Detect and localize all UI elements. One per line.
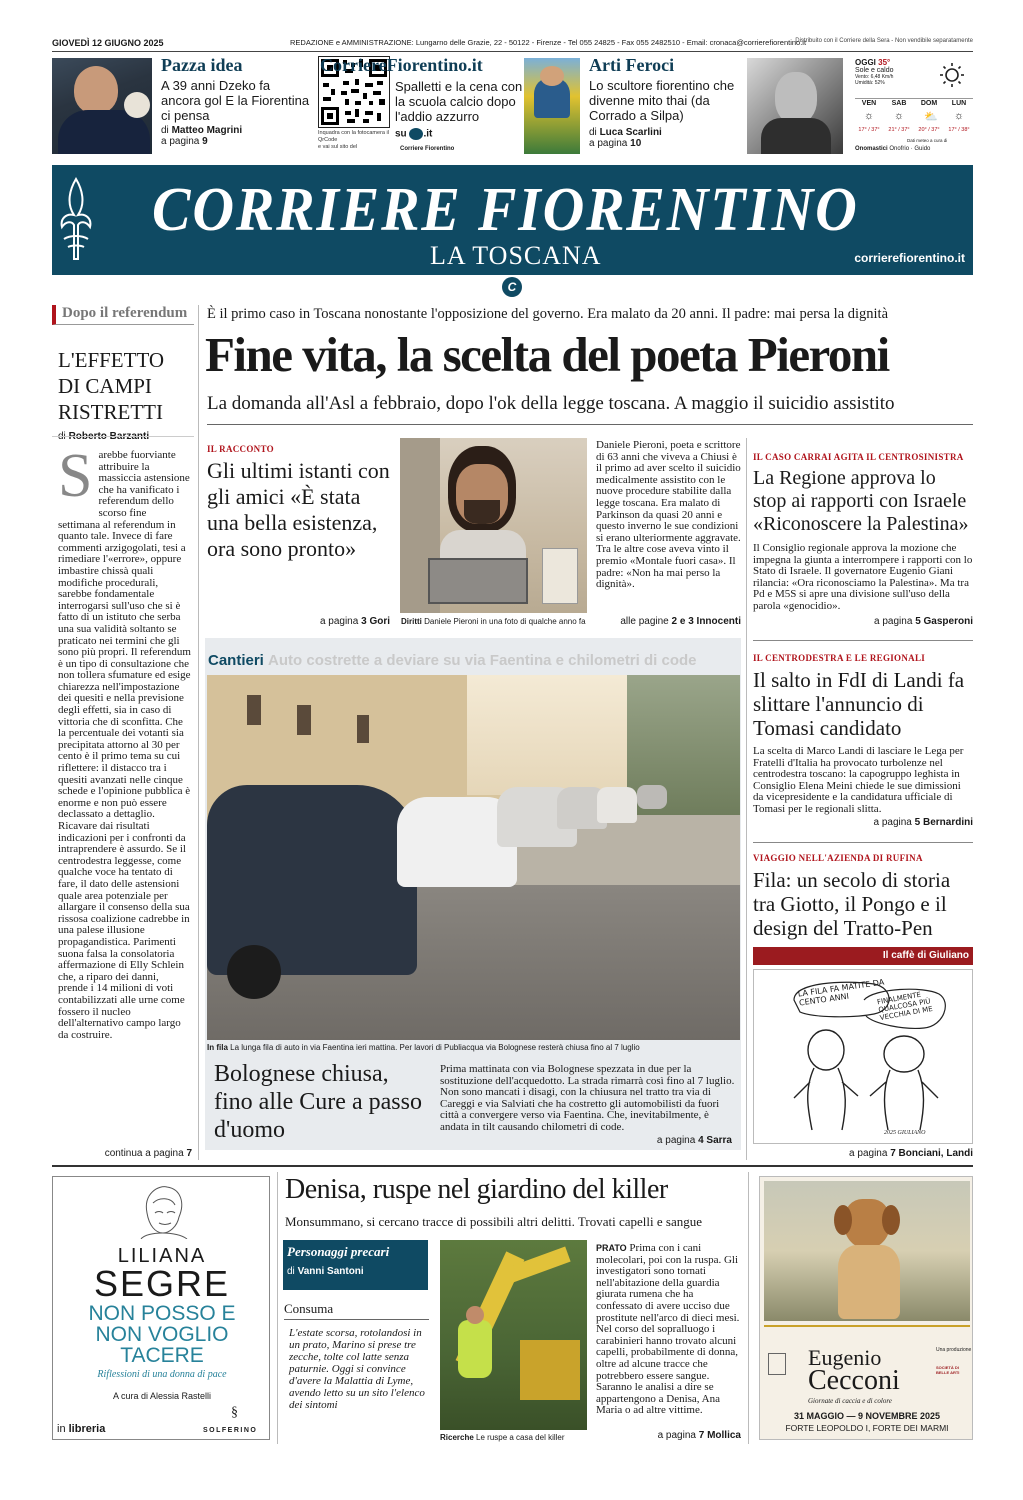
page-prefix: a pagina xyxy=(657,1430,696,1441)
dzeko-photo xyxy=(52,58,152,154)
page-number: 2 e 3 xyxy=(671,616,694,627)
author: Gasperoni xyxy=(923,616,973,627)
qr-note-line2: e vai sul sito del xyxy=(318,144,358,150)
page-prefix: a pagina xyxy=(873,817,912,828)
israele-pageref[interactable] xyxy=(753,616,973,627)
fila-label: VIAGGIO NELL'AZIENDA DI RUFINA xyxy=(753,853,923,863)
editorial[interactable] xyxy=(52,305,194,442)
caption-text: La lunga fila di auto in via Faentina ieri mattina. Per lavori di Publiacqua via Bolognese resterà chiusa fino al 7 luglio xyxy=(230,1043,640,1052)
page-number: 5 xyxy=(914,817,921,828)
editorial-title-line: L'EFFETTO xyxy=(58,348,165,372)
forecast-day-name: DOM xyxy=(920,100,938,107)
page-prefix: a pagina xyxy=(849,1148,888,1159)
segre-publisher: SOLFERINO xyxy=(203,1427,258,1434)
cantieri-pageref[interactable] xyxy=(440,1135,732,1146)
landi-article[interactable] xyxy=(753,653,973,816)
masthead-site[interactable]: corrierefiorentino.it xyxy=(854,251,965,265)
author: Mollica xyxy=(707,1430,741,1441)
weather-humidity: Umidità: 52% xyxy=(855,80,885,86)
editorial-title xyxy=(52,347,194,425)
forecast-temps: 17° / 38° xyxy=(948,127,970,133)
author: Luca Scarlini xyxy=(599,127,662,138)
segre-book-subtitle: Riflessioni di una donna di pace xyxy=(97,1369,227,1380)
editorial-dropcap: S xyxy=(58,450,93,510)
qr-note-brand: Corriere Fiorentino xyxy=(400,146,455,152)
coat-of-arms-icon xyxy=(768,1353,786,1375)
segre-last-name: SEGRE xyxy=(93,1263,231,1304)
landi-title: Il salto in FdI di Landi fa slittare l'annuncio di Tomasi candidato xyxy=(753,668,965,740)
weather-today-desc: Sole e caldo xyxy=(855,67,894,74)
lead-kicker: È il primo caso in Toscana nonostante l'opposizione del governo. Era malato da 20 anni. Il padre: mai persa la dignità xyxy=(207,306,889,322)
denisa-dateline: PRATO xyxy=(596,1243,627,1253)
lead-subhead: La domanda all'Asl a febbraio, dopo l'ok della legge toscana. A maggio il suicidio assistito xyxy=(207,393,895,414)
page-number: 5 xyxy=(915,616,921,627)
cf-logo-icon xyxy=(409,128,423,140)
page-number: 3 xyxy=(361,616,367,627)
teaser-title: Pazza idea xyxy=(161,55,243,75)
excavator-caption xyxy=(440,1433,587,1442)
teaser-body: A 39 anni Dzeko fa ancora gol E la Fiorentina ci pensa xyxy=(161,78,310,123)
precari-subtitle: Consuma xyxy=(284,1301,334,1316)
bw-portrait-photo xyxy=(747,58,843,154)
cecconi-last-name: Cecconi xyxy=(808,1365,900,1396)
qr-note-line1: Inquadra con la fotocamera il QrCode xyxy=(318,130,389,143)
segre-portrait-icon xyxy=(137,1183,189,1239)
weather-today-temp: 35° xyxy=(878,58,891,67)
sun-icon: ☼ xyxy=(894,110,905,122)
byline-prefix: di xyxy=(589,127,597,138)
byline-prefix: di xyxy=(287,1266,295,1277)
caffe-cartoon xyxy=(753,969,973,1144)
caption-text: Le ruspe a casa del killer xyxy=(476,1433,565,1442)
teaser-arti-feroci[interactable] xyxy=(589,55,739,149)
author: Bonciani, Landi xyxy=(898,1148,973,1159)
caption-bold: Diritti xyxy=(401,617,422,626)
page-prefix: a pagina xyxy=(319,616,359,627)
pieroni-pageref[interactable] xyxy=(596,616,741,627)
sun-icon: ☼ xyxy=(954,110,965,122)
weather-box xyxy=(855,58,973,154)
cantieri-title: Auto costrette a deviare su via Faentina e chilometri di code xyxy=(268,652,697,669)
caffe-pageref[interactable] xyxy=(753,1148,973,1159)
cantieri-body: Prima mattinata con via Bolognese spezzata in due per la sostituzione dell'acquedotto. La strada rimarrà così fino al 7 luglio. Non sono mancati i disagi, con la chiusura nel tratto tra via di Careggi e via Salviati che ha costretto gli automobilisti da fuori città a convergere verso via Faentina. Che, inevitabilmente, è andata in tilt causando chilometri di code. xyxy=(440,1063,735,1133)
teaser-website[interactable] xyxy=(320,55,520,76)
pieroni-photo-caption xyxy=(401,617,588,626)
teaser-dzeko[interactable] xyxy=(161,55,311,147)
cartoon-bubble-1: LA FILA FA MATITE DA CENTO ANNI xyxy=(797,977,885,1008)
continue-prefix: continua a pagina xyxy=(104,1148,184,1159)
qr-note xyxy=(318,130,398,151)
author: Bernardini xyxy=(922,817,973,828)
cecconi-sponsor: SOCIETÀ DI BELLE ARTI xyxy=(936,1365,960,1375)
caption-text: Daniele Pieroni in una foto di qualche anno fa xyxy=(424,617,586,626)
weather-today-label: OGGI xyxy=(855,58,876,67)
page-prefix: a pagina xyxy=(589,138,628,149)
masthead[interactable] xyxy=(52,165,973,275)
racconto-label: IL RACCONTO xyxy=(207,444,274,454)
page-number: 9 xyxy=(202,136,208,147)
traffic-photo-caption xyxy=(207,1043,740,1052)
in-label: in xyxy=(57,1423,66,1435)
racconto-pageref[interactable] xyxy=(207,616,390,627)
cartoon-bubble-2: FINALMENTE QUALCOSA PIÙ VECCHIA DI ME xyxy=(876,990,934,1023)
page-number: 4 xyxy=(698,1135,704,1146)
sun-icon xyxy=(939,62,965,88)
landi-pageref[interactable] xyxy=(753,817,973,828)
israele-article[interactable] xyxy=(753,452,973,613)
author: Innocenti xyxy=(696,616,741,627)
solferino-logo-icon: § xyxy=(231,1405,238,1420)
weather-forecast xyxy=(855,100,973,136)
cecconi-dates: 31 MAGGIO — 9 NOVEMBRE 2025 xyxy=(793,1411,941,1421)
page-prefix: alle pagine xyxy=(620,616,669,627)
teaser-title: CorriereFiorentino.it xyxy=(320,55,483,75)
cecconi-first-name: Eugenio xyxy=(808,1345,882,1370)
denisa-headline[interactable]: Denisa, ruspe nel giardino del killer xyxy=(285,1174,668,1205)
page-prefix: a pagina xyxy=(874,616,913,627)
precari-box[interactable] xyxy=(283,1240,428,1290)
forecast-temps: 17° / 37° xyxy=(858,127,880,133)
distribution-note: Distribuito con il Corriere della Sera - Non vendibile separatamente xyxy=(795,38,973,44)
forecast-temps: 21° / 37° xyxy=(888,127,910,133)
top-bar xyxy=(52,38,973,52)
page-number: 7 xyxy=(890,1148,896,1159)
denisa-body xyxy=(596,1243,741,1417)
page-prefix: a pagina xyxy=(656,1135,696,1146)
landi-body: La scelta di Marco Landi di lasciare le Lega per Fratelli d'Italia ha provocato turbolenze nel centrodestra toscano: la capogruppo leghista in Consiglio Elena Meini chiede le sue dimissioni da vicepresidente e la candidatura ufficiale di Tomasi per le regionali slitta. xyxy=(753,745,964,815)
traffic-photo xyxy=(207,675,740,1040)
caffe-header: Il caffè di Giuliano xyxy=(753,947,973,965)
dog-painting xyxy=(764,1181,970,1321)
editorial-kicker: Dopo il referendum xyxy=(52,305,194,325)
weather-credit: Dati meteo a cura di xyxy=(907,138,948,143)
forecast-day-name: VEN xyxy=(861,100,877,107)
page-number: 10 xyxy=(630,138,642,149)
denisa-subhead: Monsummano, si cercano tracce di possibili altri delitti. Trovati capelli e sangue xyxy=(285,1214,702,1229)
su-label: su xyxy=(395,128,407,140)
page-number: 7 xyxy=(698,1430,705,1441)
teaser-body: Spalletti e la cena con la scuola calcio dopo l'addio azzurro xyxy=(395,79,523,124)
racconto-article[interactable] xyxy=(207,444,392,562)
cecconi-subtitle: Giornate di caccia e di colore xyxy=(808,1397,892,1405)
precari-header: Personaggi precari xyxy=(287,1244,390,1259)
israele-title: La Regione approva lo stop ai rapporti con Israele «Riconoscere la Palestina» xyxy=(753,467,969,535)
landi-label: IL CENTRODESTRA E LE REGIONALI xyxy=(753,653,926,663)
racconto-title: Gli ultimi istanti con gli amici «È stata una bella esistenza, ora sono pronto» xyxy=(207,458,390,561)
page-prefix: a pagina xyxy=(161,136,200,147)
precari-text: L'estate scorsa, rotolandosi in un prato, Marino si prese tre zecche, tolte col latte senza paturnie. Oggi si convince d'avere la Malattia di Lyme, avendo letto su un sito l'elenco dei sintomi xyxy=(289,1327,425,1411)
cf-logo-icon: C xyxy=(502,277,522,297)
masthead-subtitle: LA TOSCANA xyxy=(430,241,602,270)
segre-book-title: NON POSSO E NON VOGLIO TACERE xyxy=(88,1302,236,1367)
israele-body: Il Consiglio regionale approva la mozione che impegna la giunta a interrompere i rapporti con lo Stato di Israele. Il governatore Eugenio Giani rilancia: «Ora riconosciamo la Palestina». Ma tra Pd e M5S si apre una divisione sull'uso della parola «genocidio». xyxy=(753,542,973,612)
redazione-info: REDAZIONE e AMMINISTRAZIONE: Lungarno delle Grazie, 22 - 50122 - Firenze - Tel 055 24825 - Fax 055 2482510 - Email: cronaca@corrierefiorentino.it xyxy=(290,38,807,47)
caption-bold: In fila xyxy=(207,1043,228,1052)
sun-icon: ☼ xyxy=(864,110,875,122)
cantieri-heading xyxy=(208,652,740,669)
lead-headline[interactable]: Fine vita, la scelta del poeta Pieroni xyxy=(205,327,889,382)
denisa-pageref[interactable] xyxy=(596,1430,741,1441)
forecast-day-name: LUN xyxy=(951,100,967,107)
teaser-body: Lo scultore fiorentino che divenne mito thai (da Corrado a Silpa) xyxy=(589,78,735,123)
fila-article[interactable] xyxy=(753,853,973,940)
editorial-text: arebbe fuorviante attribuire la massiccia astensione che ha vanificato i referendum dello scorso fine settimana al referendum in quanto tale. Invece di fare commenti arzigogolati, tesi a rimediare l'«errore», oppure imbastire chissà quali modifiche procedurali, sarebbe fondamentale interrogarsi sull'uso che si è fatto di un istituto che serba una sua validità soltanto se praticato nei termini che gli sono più propri. Il referendum è un tipo di consultazione che non tollera sfumature ed esige chiarezza nell'impostazione dei quesiti e nella previsione degli effetti, sia in caso di vittoria che di sconfitta. Che la percentuale dei votanti sia precipitata attorno al 30 per cento è il primo tema su cui riflettere: il distacco tra i quesiti avanzati nelle cinque schede e l'opinione pubblica è enorme e non può essere declassato a dettaglio. Ricavare dai risultati indicazioni per i confronti da intraprendere è assurdo. Se il centrodestra leggesse, come qualche voce ha tentato di fare, il dato delle astensioni quale area potenziale per allargare il consenso della sua rissosa coalizione cadrebbe in una palese illusione propagandistica. Parimenti suona falsa la consolatoria affermazione di Elly Schlein che, a riparo dei danni, prende i 14 milioni di voti contabilizzati alle urne come fossero il nucleo dell'alternativo campo largo da costruire. xyxy=(58,450,191,1041)
cecconi-exhibit-ad[interactable] xyxy=(759,1176,973,1440)
onomastici-label: Onomastici xyxy=(855,146,888,152)
thai-statue-photo xyxy=(524,58,580,154)
israele-label: IL CASO CARRAI AGITA IL CENTROSINISTRA xyxy=(753,452,964,462)
precari-author: Vanni Santoni xyxy=(297,1266,364,1277)
weather-wind: Vento: 6,48 Km/h xyxy=(855,74,894,80)
forecast-day-name: SAB xyxy=(891,100,907,107)
author: Sarra xyxy=(706,1135,732,1146)
libreria-label: libreria xyxy=(68,1423,106,1435)
cantieri-headline[interactable]: Bolognese chiusa, fino alle Cure a passo d'uomo xyxy=(214,1061,422,1143)
denisa-text: Prima con i cani molecolari, poi con la ruspa. Gli investigatori sono tornati nell'abitazione della guardia giurata rumena che ha confessato di avere ucciso due prostitute nell'arco di dieci mesi. Nel corso del sopralluogo i carabinieri hanno trovato alcuni capelli, probabilmente di donna, oltre ad alcune tracce che potrebbero essere sangue. Saranno le analisi a dire se appartengono a Denisa, Ana Maria o ad altre vittime. xyxy=(596,1242,740,1417)
issue-date: GIOVEDÌ 12 GIUGNO 2025 xyxy=(52,38,164,48)
author: Gori xyxy=(369,616,390,627)
su-site: .it xyxy=(423,128,433,140)
editorial-body xyxy=(58,450,191,1150)
cecconi-venue: FORTE LEOPOLDO I, FORTE DEI MARMI xyxy=(785,1423,949,1433)
segre-curator: A cura di Alessia Rastelli xyxy=(112,1391,212,1401)
teaser-spalletti[interactable] xyxy=(395,79,523,140)
fila-title: Fila: un secolo di storia tra Giotto, il Pongo e il design del Tratto-Pen xyxy=(753,868,951,940)
partly-cloudy-icon: ⛅ xyxy=(924,111,938,123)
segre-book-ad[interactable] xyxy=(52,1176,270,1440)
continue-page: 7 xyxy=(186,1148,192,1159)
cartoon-signature: 2025 GIULIANO xyxy=(884,1130,926,1136)
editorial-title-line: RISTRETTI xyxy=(58,400,163,424)
caption-bold: Ricerche xyxy=(440,1433,474,1442)
florence-lily-icon xyxy=(56,169,96,269)
editorial-continue[interactable] xyxy=(52,1148,192,1159)
cantieri-kicker: Cantieri xyxy=(208,652,264,669)
teaser-title: Arti Feroci xyxy=(589,55,675,75)
author: Matteo Magrini xyxy=(171,125,243,136)
pieroni-text: Daniele Pieroni, poeta e scrittore di 63 anni che viveva a Chiusi è il primo ad aver scelto il suicidio medicalmente assistito con le nuove procedure stabilite dalla legge toscana. Era malato di Parkinson da quasi 20 anni e questo inverno le sue condizioni si erano ulteriormente aggravate. Tra le altre cose aveva vinto il premio «Montale fuori casa». Il padre: «Non ha mai perso la dignità». xyxy=(596,439,741,591)
pieroni-photo xyxy=(400,438,587,613)
segre-first-name: LILIANA xyxy=(117,1245,207,1267)
forecast-temps: 20° / 37° xyxy=(918,127,940,133)
onomastici-names: Onofrio · Guido xyxy=(889,146,931,152)
excavator-photo xyxy=(440,1240,587,1430)
editorial-title-line: DI CAMPI xyxy=(58,374,152,398)
masthead-title: CORRIERE FIORENTINO xyxy=(152,176,859,244)
cecconi-producer: Una produzione xyxy=(936,1347,972,1353)
byline-prefix: di xyxy=(161,125,169,136)
